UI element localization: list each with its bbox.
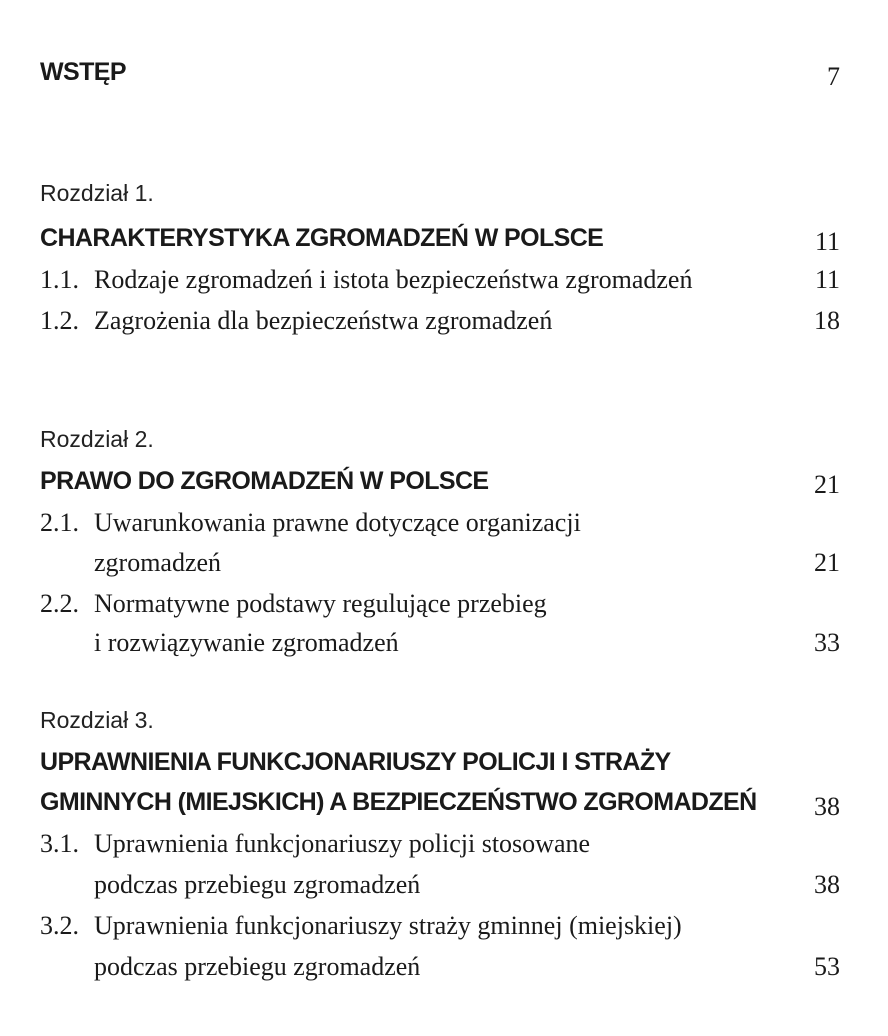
toc-entry-3-2 bbox=[0, 911, 888, 943]
entry-title: Uprawnienia funkcjonariuszy straży gminnej (miejskiej) bbox=[94, 911, 682, 940]
toc-entry-2-1-cont bbox=[0, 548, 888, 580]
intro-title: WSTĘP bbox=[40, 58, 126, 86]
toc-entry-2-2 bbox=[0, 589, 888, 621]
chapter-3-heading-line-1 bbox=[0, 748, 888, 780]
entry-number: 1.1. bbox=[40, 265, 79, 294]
entry-page: 18 bbox=[814, 306, 840, 335]
chapter-3-heading-line-2 bbox=[0, 788, 888, 820]
chapter-3-title-line-2: GMINNYCH (MIEJSKICH) A BEZPIECZEŃSTWO ZGROMADZEŃ bbox=[40, 788, 757, 816]
entry-title: Zagrożenia dla bezpieczeństwa zgromadzeń bbox=[94, 306, 553, 335]
entry-page: 38 bbox=[814, 870, 840, 899]
toc-entry-2-2-cont bbox=[0, 628, 888, 660]
toc-entry-3-1 bbox=[0, 829, 888, 861]
entry-title: Normatywne podstawy regulujące przebieg bbox=[94, 589, 547, 618]
entry-number: 2.1. bbox=[40, 508, 79, 537]
entry-number: 3.2. bbox=[40, 911, 79, 940]
entry-title: Uprawnienia funkcjonariuszy policji stosowane bbox=[94, 829, 591, 858]
chapter-2-page: 21 bbox=[814, 470, 840, 499]
toc-entry-2-1 bbox=[0, 508, 888, 540]
chapter-1-page: 11 bbox=[814, 227, 840, 256]
chapter-3-title-line-1: UPRAWNIENIA FUNKCJONARIUSZY POLICJI I STRAŻY bbox=[40, 748, 671, 776]
toc-entry-3-2-cont bbox=[0, 952, 888, 984]
chapter-1-label: Rozdział 1. bbox=[40, 180, 154, 206]
entry-page: 33 bbox=[814, 628, 840, 657]
entry-page: 53 bbox=[814, 952, 840, 981]
entry-title: Uwarunkowania prawne dotyczące organizacji bbox=[94, 508, 581, 537]
chapter-2-title: PRAWO DO ZGROMADZEŃ W POLSCE bbox=[40, 467, 489, 495]
chapter-2-heading bbox=[0, 467, 888, 499]
toc-intro bbox=[0, 58, 888, 90]
entry-number: 2.2. bbox=[40, 589, 79, 618]
entry-title-continued: podczas przebiegu zgromadzeń bbox=[94, 870, 421, 899]
chapter-3-page: 38 bbox=[814, 792, 840, 821]
toc-entry-1-1 bbox=[0, 265, 888, 297]
toc-entry-3-1-cont bbox=[0, 870, 888, 902]
entry-title-continued: i rozwiązywanie zgromadzeń bbox=[94, 628, 399, 657]
entry-title-continued: zgromadzeń bbox=[94, 548, 222, 577]
entry-number: 3.1. bbox=[40, 829, 79, 858]
entry-page: 11 bbox=[814, 265, 840, 294]
chapter-1-title: CHARAKTERYSTYKA ZGROMADZEŃ W POLSCE bbox=[40, 224, 604, 252]
intro-page: 7 bbox=[827, 62, 840, 91]
toc-entry-1-2 bbox=[0, 306, 888, 338]
entry-page: 21 bbox=[814, 548, 840, 577]
chapter-2-label: Rozdział 2. bbox=[40, 426, 154, 452]
entry-number: 1.2. bbox=[40, 306, 79, 335]
entry-title: Rodzaje zgromadzeń i istota bezpieczeństwa zgromadzeń bbox=[94, 265, 693, 294]
entry-title-continued: podczas przebiegu zgromadzeń bbox=[94, 952, 421, 981]
chapter-1-heading bbox=[0, 224, 888, 256]
chapter-3-label: Rozdział 3. bbox=[40, 707, 154, 733]
